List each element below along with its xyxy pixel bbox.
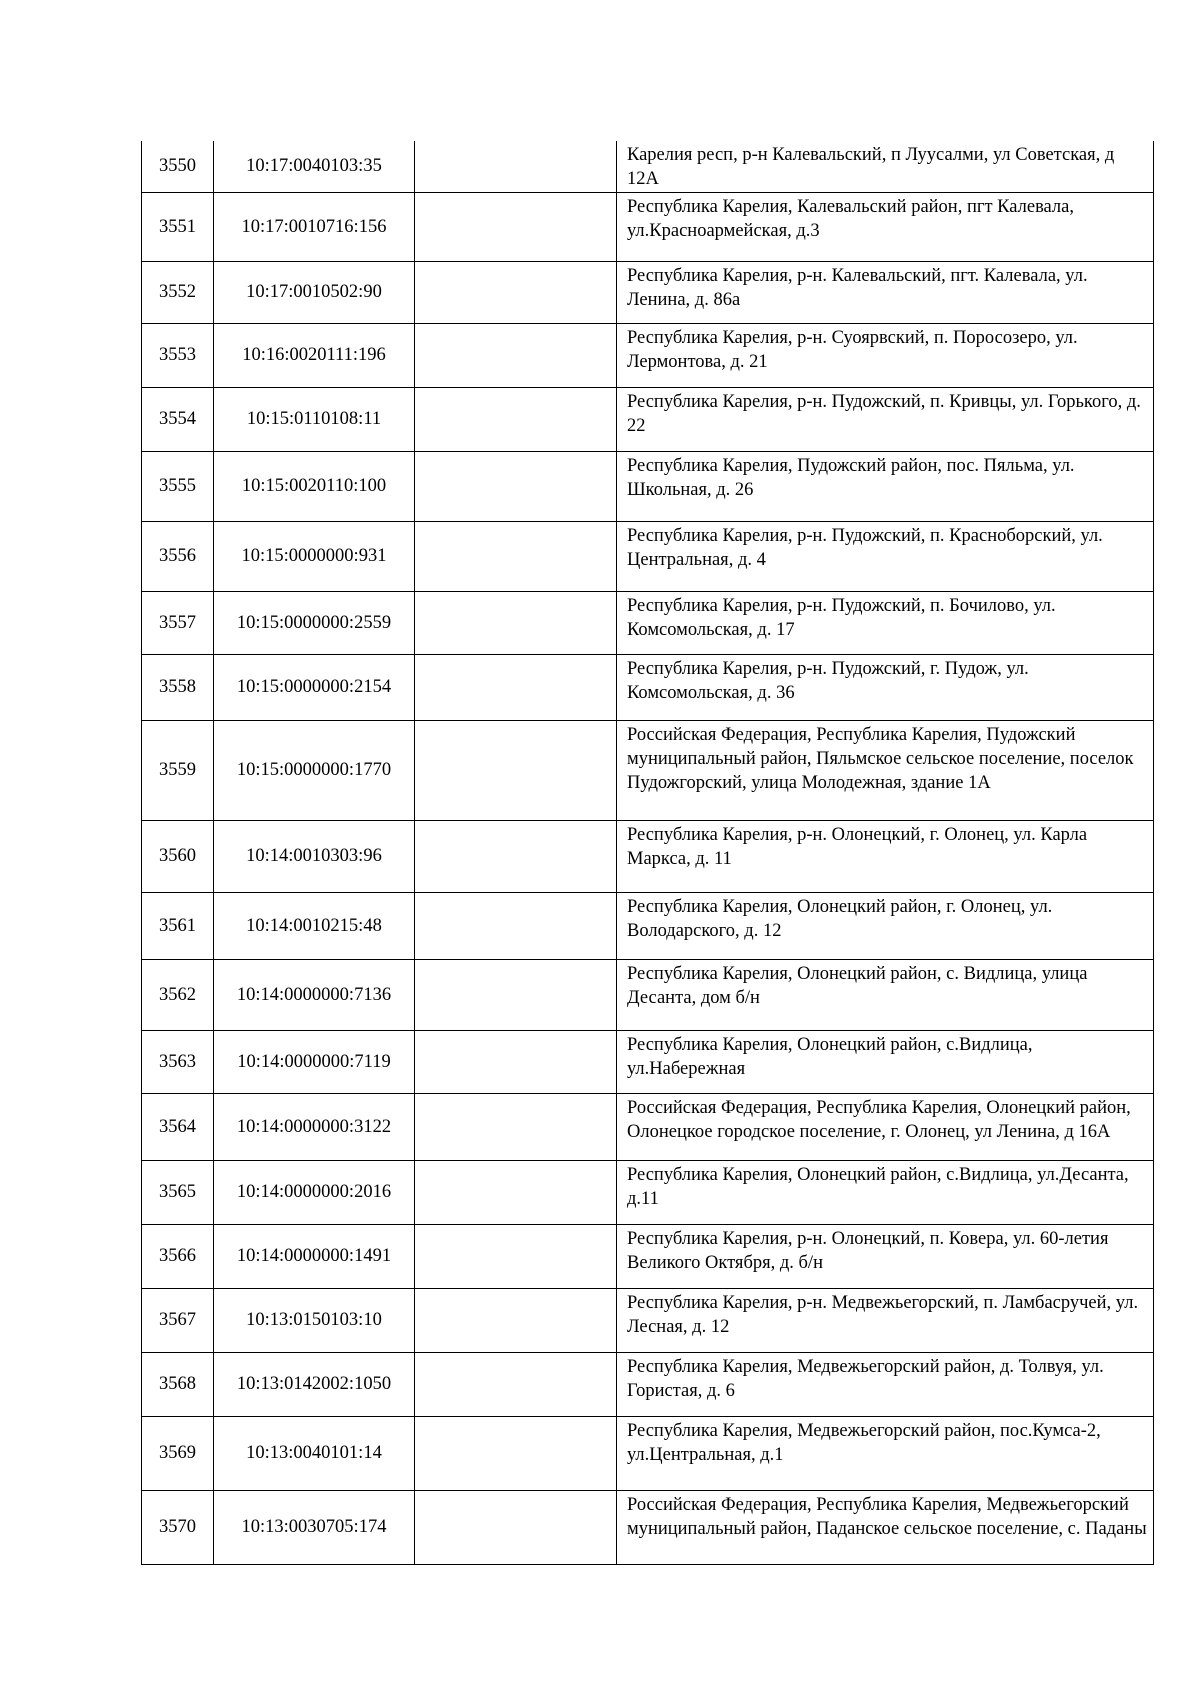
cadastral-number: 10:14:0010215:48: [214, 892, 415, 959]
address-cell: Республика Карелия, Медвежьегорский район, д. Толвуя, ул. Гористая, д. 6: [617, 1352, 1154, 1416]
address-cell: Карелия респ, р-н Калевальский, п Луусалми, ул Советская, д 12А: [617, 141, 1154, 192]
row-number: 3568: [142, 1352, 214, 1416]
extra-cell: [415, 720, 617, 820]
row-number: 3558: [142, 654, 214, 720]
cadastral-number: 10:14:0000000:2016: [214, 1160, 415, 1224]
row-number: 3567: [142, 1288, 214, 1352]
row-number: 3563: [142, 1030, 214, 1093]
table-row: [142, 1288, 1154, 1352]
table-row: [142, 1352, 1154, 1416]
table-row: [142, 959, 1154, 1030]
extra-cell: [415, 654, 617, 720]
cadastral-number: 10:14:0000000:7136: [214, 959, 415, 1030]
cadastral-number: 10:15:0000000:2559: [214, 591, 415, 654]
cadastral-number: 10:13:0030705:174: [214, 1490, 415, 1564]
cadastral-number: 10:17:0040103:35: [214, 141, 415, 192]
extra-cell: [415, 1490, 617, 1564]
extra-cell: [415, 1093, 617, 1160]
table-row: [142, 323, 1154, 387]
cadastral-number: 10:13:0150103:10: [214, 1288, 415, 1352]
row-number: 3566: [142, 1224, 214, 1288]
address-cell: Республика Карелия, Олонецкий район, г. Олонец, ул. Володарского, д. 12: [617, 892, 1154, 959]
cadastral-number: 10:15:0000000:1770: [214, 720, 415, 820]
extra-cell: [415, 820, 617, 892]
address-cell: Республика Карелия, Медвежьегорский район, пос.Кумса-2, ул.Центральная, д.1: [617, 1416, 1154, 1490]
address-cell: Республика Карелия, р-н. Суоярвский, п. Поросозеро, ул. Лермонтова, д. 21: [617, 323, 1154, 387]
cadastral-number: 10:14:0000000:1491: [214, 1224, 415, 1288]
table-body: [142, 141, 1154, 1564]
cadastral-number: 10:16:0020111:196: [214, 323, 415, 387]
row-number: 3570: [142, 1490, 214, 1564]
table-row: [142, 654, 1154, 720]
cadastral-number: 10:17:0010716:156: [214, 192, 415, 261]
address-cell: Республика Карелия, р-н. Калевальский, пгт. Калевала, ул. Ленина, д. 86а: [617, 261, 1154, 323]
address-cell: Республика Карелия, р-н. Пудожский, г. Пудож, ул. Комсомольская, д. 36: [617, 654, 1154, 720]
extra-cell: [415, 591, 617, 654]
extra-cell: [415, 192, 617, 261]
extra-cell: [415, 1160, 617, 1224]
cadastral-number: 10:13:0040101:14: [214, 1416, 415, 1490]
row-number: 3560: [142, 820, 214, 892]
row-number: 3559: [142, 720, 214, 820]
address-cell: Российская Федерация, Республика Карелия, Олонецкий район, Олонецкое городское поселение, г. Олонец, ул Ленина, д 16А: [617, 1093, 1154, 1160]
address-cell: Республика Карелия, р-н. Пудожский, п. Красноборский, ул. Центральная, д. 4: [617, 521, 1154, 591]
table-row: [142, 521, 1154, 591]
table-row: [142, 1490, 1154, 1564]
address-cell: Республика Карелия, Олонецкий район, с. Видлица, улица Десанта, дом б/н: [617, 959, 1154, 1030]
table-row: [142, 820, 1154, 892]
extra-cell: [415, 141, 617, 192]
table-row: [142, 1416, 1154, 1490]
address-cell: Республика Карелия, р-н. Пудожский, п. Бочилово, ул. Комсомольская, д. 17: [617, 591, 1154, 654]
row-number: 3561: [142, 892, 214, 959]
address-cell: Республика Карелия, р-н. Олонецкий, п. Ковера, ул. 60-летия Великого Октября, д. б/н: [617, 1224, 1154, 1288]
address-cell: Республика Карелия, р-н. Пудожский, п. Кривцы, ул. Горького, д. 22: [617, 387, 1154, 451]
property-registry-table: [141, 141, 1154, 1565]
extra-cell: [415, 387, 617, 451]
row-number: 3565: [142, 1160, 214, 1224]
address-cell: Республика Карелия, Олонецкий район, с.Видлица, ул.Десанта, д.11: [617, 1160, 1154, 1224]
row-number: 3552: [142, 261, 214, 323]
table-row: [142, 1093, 1154, 1160]
cadastral-number: 10:14:0000000:3122: [214, 1093, 415, 1160]
extra-cell: [415, 1030, 617, 1093]
cadastral-number: 10:15:0110108:11: [214, 387, 415, 451]
extra-cell: [415, 521, 617, 591]
cadastral-number: 10:15:0020110:100: [214, 451, 415, 521]
table-row: [142, 1160, 1154, 1224]
extra-cell: [415, 959, 617, 1030]
table-row: [142, 141, 1154, 192]
address-cell: Российская Федерация, Республика Карелия, Медвежьегорский муниципальный район, Паданское сельское поселение, с. Паданы: [617, 1490, 1154, 1564]
row-number: 3564: [142, 1093, 214, 1160]
row-number: 3554: [142, 387, 214, 451]
cadastral-number: 10:15:0000000:2154: [214, 654, 415, 720]
row-number: 3562: [142, 959, 214, 1030]
cadastral-number: 10:14:0000000:7119: [214, 1030, 415, 1093]
extra-cell: [415, 261, 617, 323]
row-number: 3556: [142, 521, 214, 591]
extra-cell: [415, 892, 617, 959]
row-number: 3550: [142, 141, 214, 192]
table-row: [142, 720, 1154, 820]
address-cell: Республика Карелия, Пудожский район, пос. Пяльма, ул. Школьная, д. 26: [617, 451, 1154, 521]
row-number: 3557: [142, 591, 214, 654]
extra-cell: [415, 1224, 617, 1288]
row-number: 3569: [142, 1416, 214, 1490]
extra-cell: [415, 1416, 617, 1490]
address-cell: Республика Карелия, Калевальский район, пгт Калевала, ул.Красноармейская, д.3: [617, 192, 1154, 261]
table-row: [142, 387, 1154, 451]
row-number: 3551: [142, 192, 214, 261]
cadastral-number: 10:13:0142002:1050: [214, 1352, 415, 1416]
address-cell: Республика Карелия, р-н. Медвежьегорский, п. Ламбасручей, ул. Лесная, д. 12: [617, 1288, 1154, 1352]
row-number: 3553: [142, 323, 214, 387]
table-row: [142, 1224, 1154, 1288]
table-row: [142, 591, 1154, 654]
table-row: [142, 451, 1154, 521]
row-number: 3555: [142, 451, 214, 521]
table-row: [142, 261, 1154, 323]
table-row: [142, 1030, 1154, 1093]
cadastral-number: 10:14:0010303:96: [214, 820, 415, 892]
extra-cell: [415, 451, 617, 521]
address-cell: Российская Федерация, Республика Карелия, Пудожский муниципальный район, Пяльмское сельское поселение, поселок Пудожгорский, улица Молодежная, здание 1А: [617, 720, 1154, 820]
extra-cell: [415, 323, 617, 387]
table-row: [142, 192, 1154, 261]
cadastral-number: 10:17:0010502:90: [214, 261, 415, 323]
cadastral-number: 10:15:0000000:931: [214, 521, 415, 591]
extra-cell: [415, 1288, 617, 1352]
address-cell: Республика Карелия, Олонецкий район, с.Видлица, ул.Набережная: [617, 1030, 1154, 1093]
extra-cell: [415, 1352, 617, 1416]
table-row: [142, 892, 1154, 959]
address-cell: Республика Карелия, р-н. Олонецкий, г. Олонец, ул. Карла Маркса, д. 11: [617, 820, 1154, 892]
